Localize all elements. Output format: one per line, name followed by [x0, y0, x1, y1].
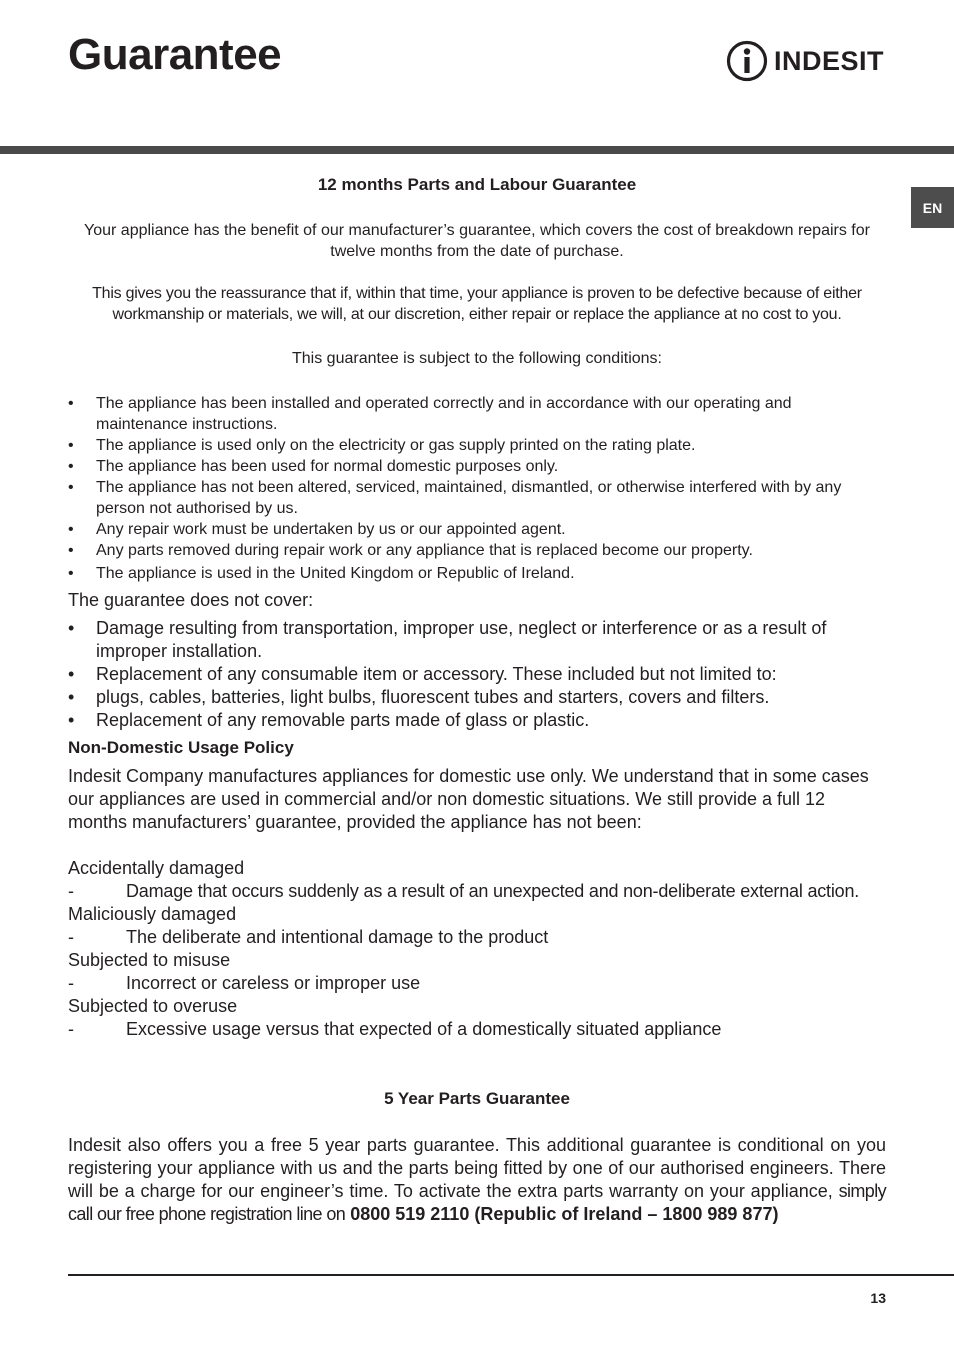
intro-paragraph: Your appliance has the benefit of our manufacturer’s guarantee, which covers the cost of breakdown repairs for twelve months from the date of purchase.: [84, 222, 870, 260]
item-description: Excessive usage versus that expected of a domestically situated appliance: [126, 1019, 722, 1039]
list-item: • Replacement of any removable parts made of glass or plastic.: [68, 709, 886, 732]
indesit-logo-icon: [726, 40, 768, 82]
not-cover-intro: The guarantee does not cover:: [68, 590, 314, 610]
item-description: Incorrect or careless or improper use: [126, 973, 421, 993]
dash-marker: -: [68, 973, 74, 993]
reassurance-paragraph: This gives you the reassurance that if, within that time, your appliance is proven to be defective because of either workmanship or materials, we will, at our discretion, either repair or replace the appliance at no cost to you.: [92, 285, 862, 323]
list-item: [68, 1018, 886, 1041]
list-item: Subjected to misuse: [68, 950, 231, 970]
header-divider: [0, 146, 954, 154]
section-heading-parts-labour: 12 months Parts and Labour Guarantee: [317, 175, 637, 194]
list-item: • Replacement of any consumable item or accessory. These included but not limited to:: [68, 663, 886, 686]
footer-divider: [68, 1274, 954, 1276]
dash-marker: -: [68, 1019, 74, 1039]
section-heading-5-year: 5 Year Parts Guarantee: [384, 1089, 570, 1108]
list-item: [68, 972, 886, 995]
item-description: Damage that occurs suddenly as a result of an unexpected and non-deliberate external action.: [126, 881, 860, 901]
registration-phone: 0800 519 2110 (Republic of Ireland – 1800 989 877): [350, 1204, 779, 1224]
page-title: Guarantee: [68, 30, 282, 79]
five-year-paragraph: [68, 1134, 886, 1226]
list-item: • Any parts removed during repair work or any appliance that is replaced become our property.: [68, 540, 886, 561]
conditions-list: [68, 393, 886, 584]
five-year-text: Indesit also offers you a free 5 year parts guarantee. This additional guarantee is conditional on you registering your appliance with us and the parts being fitted by one of our authorised engineers. There will be a charge for our engineer’s time. To activate the extra parts warranty on your appliance,: [68, 1135, 886, 1201]
non-domestic-items: [68, 857, 886, 1041]
list-item: Subjected to overuse: [68, 996, 238, 1016]
non-domestic-intro: Indesit Company manufactures appliances for domestic use only. We understand that in some cases our appliances are used in commercial and/or non domestic situations. We still provide a full 12 months manufacturers’ guarantee, provided the appliance has not been:: [68, 766, 869, 832]
list-item: • Damage resulting from transportation, improper use, neglect or interference or as a result of improper installation.: [68, 617, 886, 663]
registration-text: simply call our free phone registration line on: [68, 1181, 886, 1224]
brand-logo: [726, 40, 884, 82]
section-heading-non-domestic: Non-Domestic Usage Policy: [68, 738, 294, 757]
list-item: • The appliance has been used for normal domestic purposes only.: [68, 456, 886, 477]
page-number: 13: [870, 1290, 886, 1306]
list-item: • plugs, cables, batteries, light bulbs, fluorescent tubes and starters, covers and filters.: [68, 686, 886, 709]
list-item: [68, 880, 886, 903]
conditions-intro: This guarantee is subject to the following conditions:: [292, 350, 662, 367]
list-item: Maliciously damaged: [68, 904, 237, 924]
language-tab: EN: [911, 187, 954, 228]
item-description: The deliberate and intentional damage to the product: [126, 927, 549, 947]
list-item: • The appliance is used in the United Kingdom or Republic of Ireland.: [68, 563, 886, 584]
list-item: [68, 926, 886, 949]
dash-marker: -: [68, 927, 74, 947]
list-item: • The appliance is used only on the electricity or gas supply printed on the rating plate.: [68, 435, 886, 456]
brand-wordmark: INDESIT: [774, 45, 885, 76]
list-item: • The appliance has been installed and operated correctly and in accordance with our operating and maintenance instructions.: [68, 393, 886, 435]
dash-marker: -: [68, 881, 74, 901]
list-item: Accidentally damaged: [68, 858, 245, 878]
not-cover-list: [68, 617, 886, 732]
list-item: • The appliance has not been altered, serviced, maintained, dismantled, or otherwise interfered with by any person not authorised by us.: [68, 477, 886, 519]
list-item: • Any repair work must be undertaken by us or our appointed agent.: [68, 519, 886, 540]
